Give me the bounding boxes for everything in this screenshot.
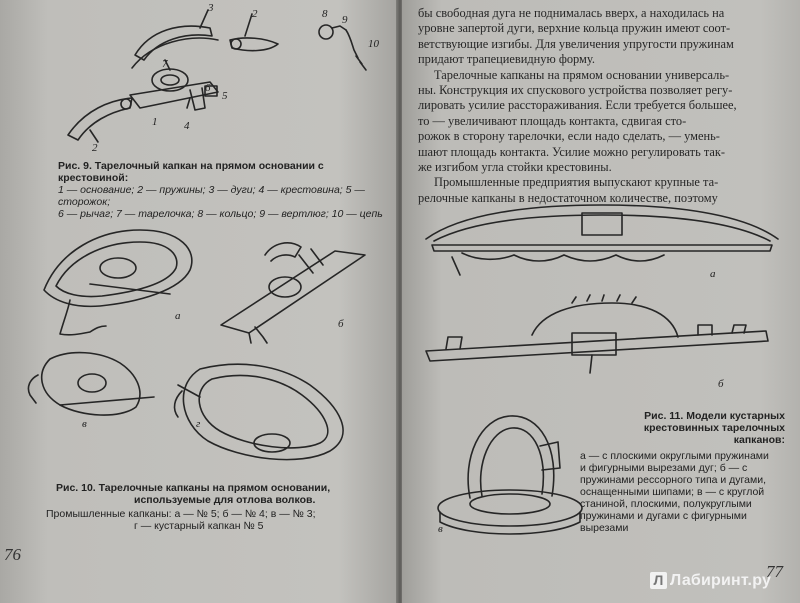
text-line: Промышленные предприятия выпускают крупные та-	[434, 175, 719, 190]
fig9-caption-line: 6 — рычаг; 7 — тарелочка; 8 — кольцо; 9 — вертлюг; 10 — цепь	[58, 208, 383, 220]
fig9-label: 7	[162, 58, 168, 70]
text-line: лировать усилие расстораживания. Если требуется большее,	[418, 98, 737, 113]
page-number-left: 76	[4, 545, 21, 564]
fig11-caption-title: крестовинных тарелочных	[643, 422, 785, 434]
fig11-caption-line: а — с плоскими округлыми пружинами	[580, 450, 769, 462]
fig11-caption-line: и фигурными вырезами дуг; б — с	[580, 462, 748, 474]
fig11-label: а	[710, 268, 716, 280]
text-line: же изгибом угла стойки крестовины.	[418, 160, 612, 175]
text-line: ны. Конструкция их спускового устройства позволяет регу-	[418, 83, 733, 98]
watermark-badge: Л	[650, 572, 667, 589]
text-line: то — увеличивают площадь контакта, сдвигая сто-	[418, 113, 687, 128]
body-text	[418, 6, 788, 206]
fig11-caption-line: вырезами	[580, 522, 629, 534]
fig11c-trap-illustration	[430, 408, 590, 538]
watermark-text: Лабиринт.ру	[670, 572, 772, 589]
fig11-caption-line: оснащенными шипами; в — с круглой	[580, 486, 765, 498]
fig9-label: 3	[208, 2, 214, 14]
fig9-label: 4	[184, 120, 190, 132]
text-line: придают трапециевидную форму.	[418, 52, 595, 67]
text-line: рожок в сторону тарелочки, если надо сделать, — умень-	[418, 129, 720, 144]
fig11a-trap-illustration	[422, 205, 782, 280]
fig10-caption	[46, 482, 366, 532]
watermark	[650, 572, 771, 590]
fig11-caption	[580, 410, 785, 534]
fig10c-trap-illustration	[20, 345, 160, 435]
fig11b-trap-illustration	[422, 295, 772, 375]
fig9-label: 5	[222, 90, 228, 102]
fig10-label: г	[196, 418, 201, 430]
fig10-label: а	[175, 310, 181, 322]
fig9-label: 9	[342, 14, 348, 26]
fig11-caption-title: Рис. 11. Модели кустарных	[644, 410, 785, 422]
text-line: шают площадь контакта. Усилие можно регулировать так-	[418, 144, 726, 159]
fig9-label: 10	[368, 38, 379, 50]
fig10-caption-line: г — кустарный капкан № 5	[134, 520, 264, 532]
page-number-right: 77	[766, 562, 783, 581]
fig10a-trap-illustration	[30, 210, 200, 350]
text-line: ветствующие изгибы. Для увеличения упругости пружинам	[418, 36, 734, 51]
fig10-caption-title: используемые для отлова волков.	[134, 494, 316, 506]
fig11-caption-line: станиной, плоскими, полукруглыми	[580, 498, 752, 510]
fig9-label: 6	[205, 82, 211, 94]
left-page	[0, 0, 398, 603]
fig10-caption-line: Промышленные капканы: а — № 5; б — № 4; в — № 3;	[46, 508, 316, 520]
fig9-caption-line: 1 — основание; 2 — пружины; 3 — дуги; 4 — крестовина; 5 — сторожок;	[58, 184, 365, 208]
text-line: релочные капканы в недостаточном количестве, поэтому	[418, 190, 718, 205]
fig10d-trap-illustration	[160, 355, 375, 485]
text-line: уровне запертой дуги, верхние кольца пружин имеют соот-	[418, 21, 731, 36]
fig11-caption-title: капканов:	[733, 434, 785, 446]
fig11-caption-line: пружинами и дугами с фигурными	[580, 510, 747, 522]
fig10b-trap-illustration	[215, 225, 380, 345]
fig9-label: 2	[252, 8, 258, 20]
text-line: бы свободная дуга не поднималась вверх, а находилась на	[418, 6, 725, 20]
fig11-label: б	[718, 378, 724, 390]
text-line: Тарелочные капканы на прямом основании универсаль-	[434, 67, 730, 82]
fig9-label: 8	[322, 8, 328, 20]
fig10-caption-title: Рис. 10. Тарелочные капканы на прямом основании,	[56, 482, 331, 494]
fig11-caption-line: пружинами рессорного типа и дугами,	[580, 474, 766, 486]
fig9-label: 1	[152, 116, 158, 128]
fig9-caption-title: Рис. 9. Тарелочный капкан на прямом основании с крестовиной:	[58, 160, 324, 184]
right-page	[402, 0, 800, 603]
fig11-label: в	[438, 523, 443, 535]
fig10-label: в	[82, 418, 87, 430]
fig10-label: б	[338, 318, 344, 330]
fig9-label: 2	[92, 142, 98, 154]
